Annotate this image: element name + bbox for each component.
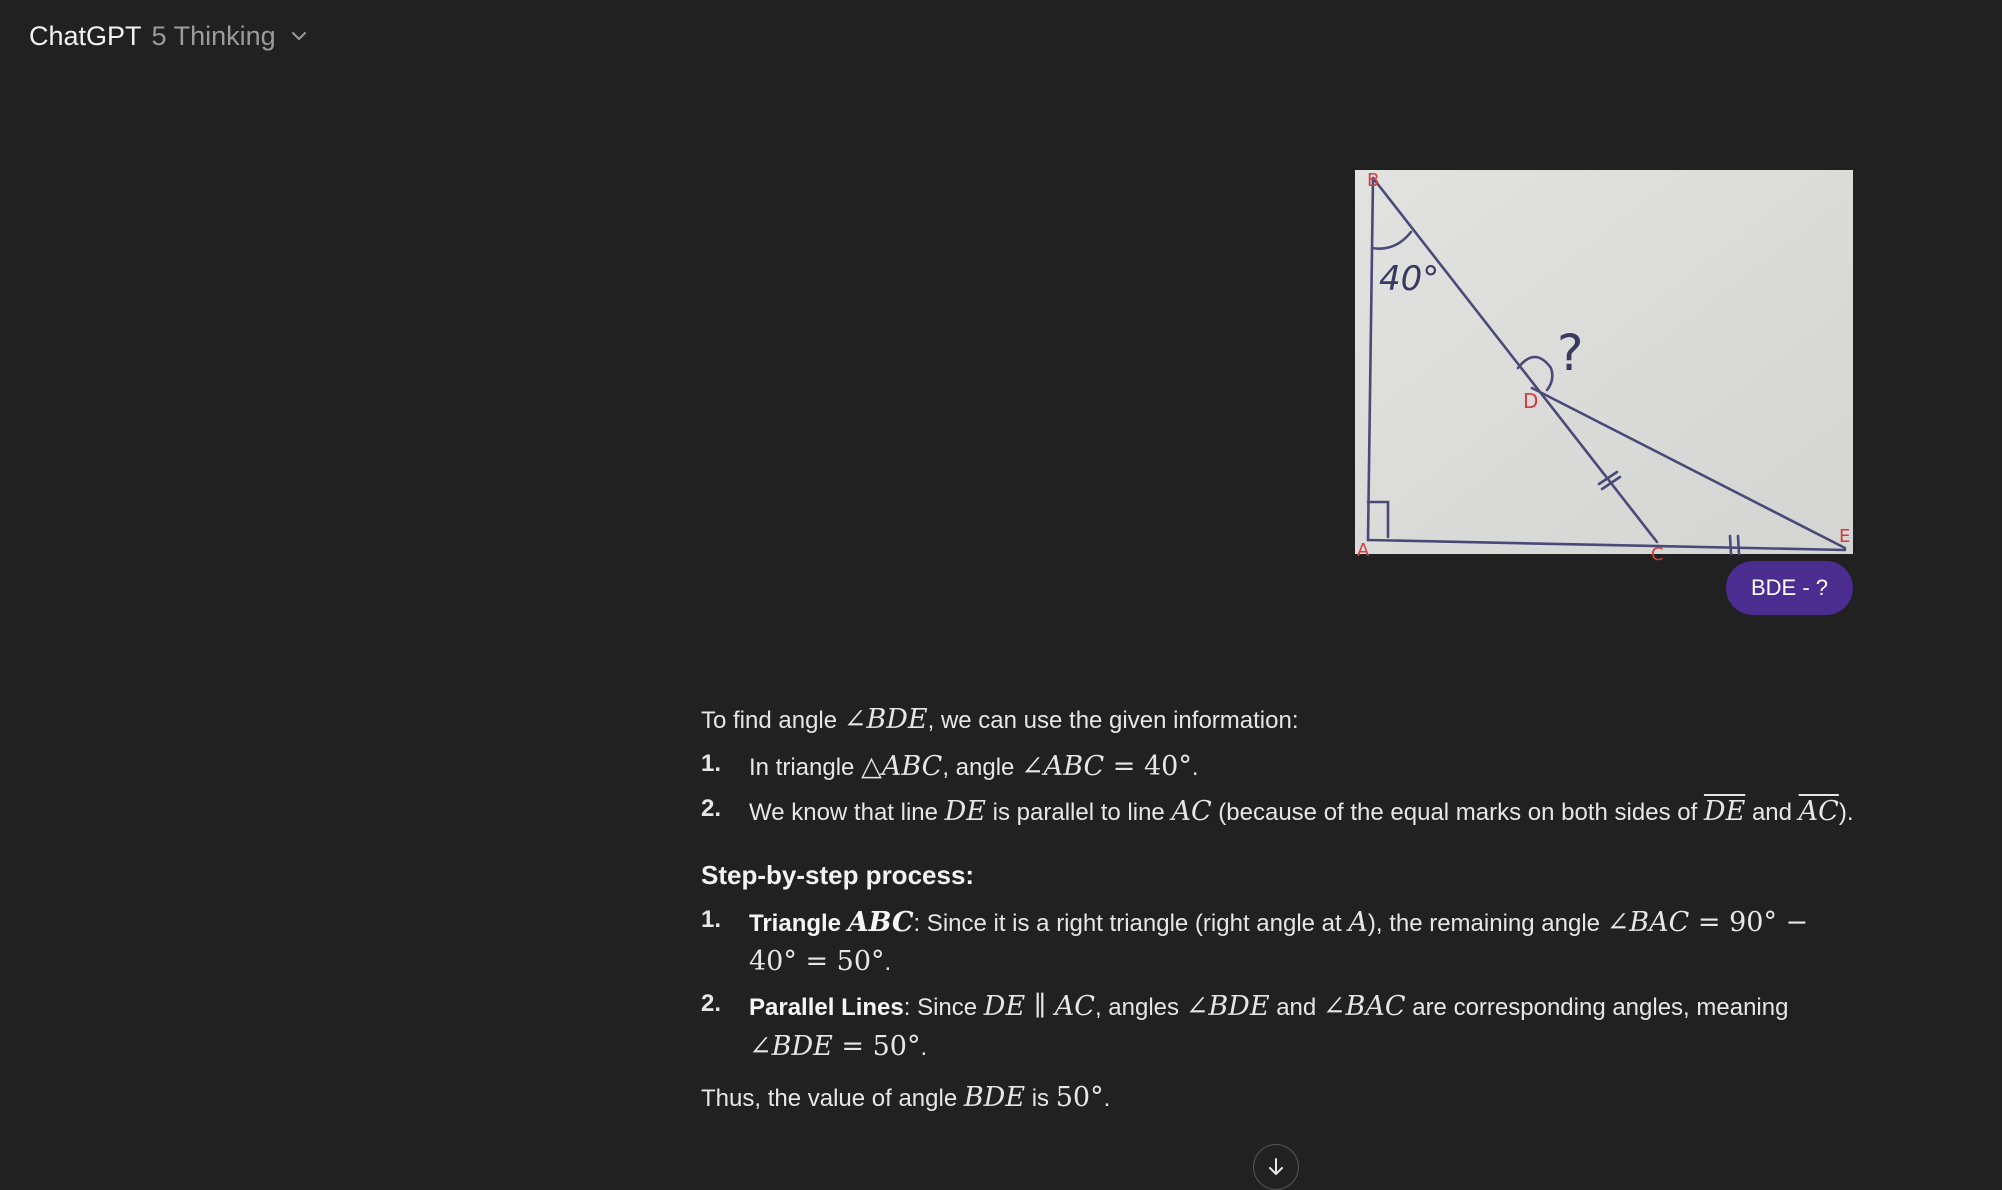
step-math: AC	[1054, 991, 1095, 1023]
step-text: .	[884, 949, 892, 977]
triangle-diagram	[1355, 170, 1853, 565]
given-math-overline: $\overline{DE}$	[1703, 796, 1746, 828]
point-a-label: A	[1357, 540, 1370, 561]
conclusion-text: is	[1025, 1084, 1056, 1112]
step-text: ), the remaining angle	[1367, 910, 1607, 938]
step-equation: = 50°	[832, 1030, 921, 1062]
conclusion-text: Thus, the value of angle	[701, 1084, 964, 1112]
given-equation: = 40°	[1104, 751, 1192, 783]
step-math: ∠BAC	[1322, 991, 1406, 1023]
step-text: and	[1269, 994, 1323, 1022]
given-text: and	[1745, 799, 1799, 827]
user-message-text: BDE - ?	[1750, 575, 1828, 600]
step-math: ∠BAC	[1606, 907, 1690, 939]
assistant-answer	[701, 700, 1861, 1117]
point-b-label: B	[1367, 170, 1380, 191]
conclusion-text: .	[1103, 1084, 1111, 1112]
given-text: (because of the equal marks on both sides of	[1211, 799, 1704, 827]
step-text: : Since	[903, 994, 984, 1022]
step-text: .	[920, 1033, 928, 1061]
steps-heading: Step-by-step process:	[701, 860, 975, 891]
step-math: DE	[983, 991, 1026, 1023]
given-text: In triangle	[749, 754, 862, 782]
step-math: ∠BDE	[749, 1030, 833, 1062]
step-text: : Since it is a right triangle (right angle at	[913, 910, 1349, 938]
step-math: ∠BDE	[1185, 991, 1270, 1023]
step-math: A	[1348, 907, 1368, 939]
list-item	[701, 987, 1861, 1065]
given-text: ).	[1838, 799, 1854, 827]
uploaded-image[interactable]	[1355, 170, 1853, 565]
given-list	[701, 747, 1861, 831]
step-text: , angles	[1094, 994, 1186, 1022]
list-item	[701, 903, 1861, 981]
model-selector[interactable]	[29, 16, 310, 56]
model-name: 5 Thinking	[151, 20, 276, 51]
given-math: △ABC	[861, 751, 943, 783]
given-math: DE	[944, 796, 987, 828]
intro-text: To find angle	[701, 707, 844, 734]
question-label: ?	[1557, 324, 1584, 382]
answer-conclusion	[701, 1078, 1861, 1117]
step-title: Parallel Lines	[749, 994, 904, 1022]
brand-label: ChatGPT	[29, 20, 142, 51]
list-number: 1.	[701, 750, 722, 778]
angle-label: 40°	[1379, 259, 1440, 299]
steps-list	[701, 903, 1861, 1066]
list-number: 2.	[701, 990, 722, 1018]
chevron-down-icon	[288, 25, 310, 47]
conclusion-value: 50°	[1055, 1081, 1104, 1113]
list-item	[701, 792, 1861, 831]
given-math-overline: $\overline{AC}$	[1798, 796, 1839, 828]
step-title: Triangle ABC	[749, 907, 914, 939]
step-equation: = 90° − 40° = 50°	[749, 907, 1809, 978]
given-text: is parallel to line	[986, 799, 1172, 827]
step-text: are corresponding angles, meaning	[1405, 994, 1789, 1022]
point-e-label: E	[1839, 526, 1851, 547]
list-number: 2.	[701, 795, 722, 823]
user-message-bubble	[1726, 561, 1853, 615]
list-item	[701, 747, 1861, 786]
given-text: We know that line	[749, 799, 945, 827]
point-c-label: C	[1651, 544, 1664, 565]
given-math: ∠ABC	[1021, 751, 1105, 783]
scroll-to-bottom-button[interactable]	[1253, 1144, 1299, 1190]
given-text: .	[1191, 754, 1199, 782]
intro-math: ∠BDE	[843, 704, 928, 735]
point-d-label: D	[1523, 389, 1539, 413]
intro-text-end: , we can use the given information:	[927, 707, 1299, 734]
given-text: , angle	[942, 754, 1022, 782]
arrow-down-icon	[1264, 1155, 1288, 1179]
conclusion-math: BDE	[963, 1081, 1026, 1113]
parallel-symbol: ∥	[1025, 991, 1055, 1023]
answer-intro	[701, 700, 1861, 739]
list-number: 1.	[701, 906, 722, 934]
given-math: AC	[1171, 796, 1212, 828]
